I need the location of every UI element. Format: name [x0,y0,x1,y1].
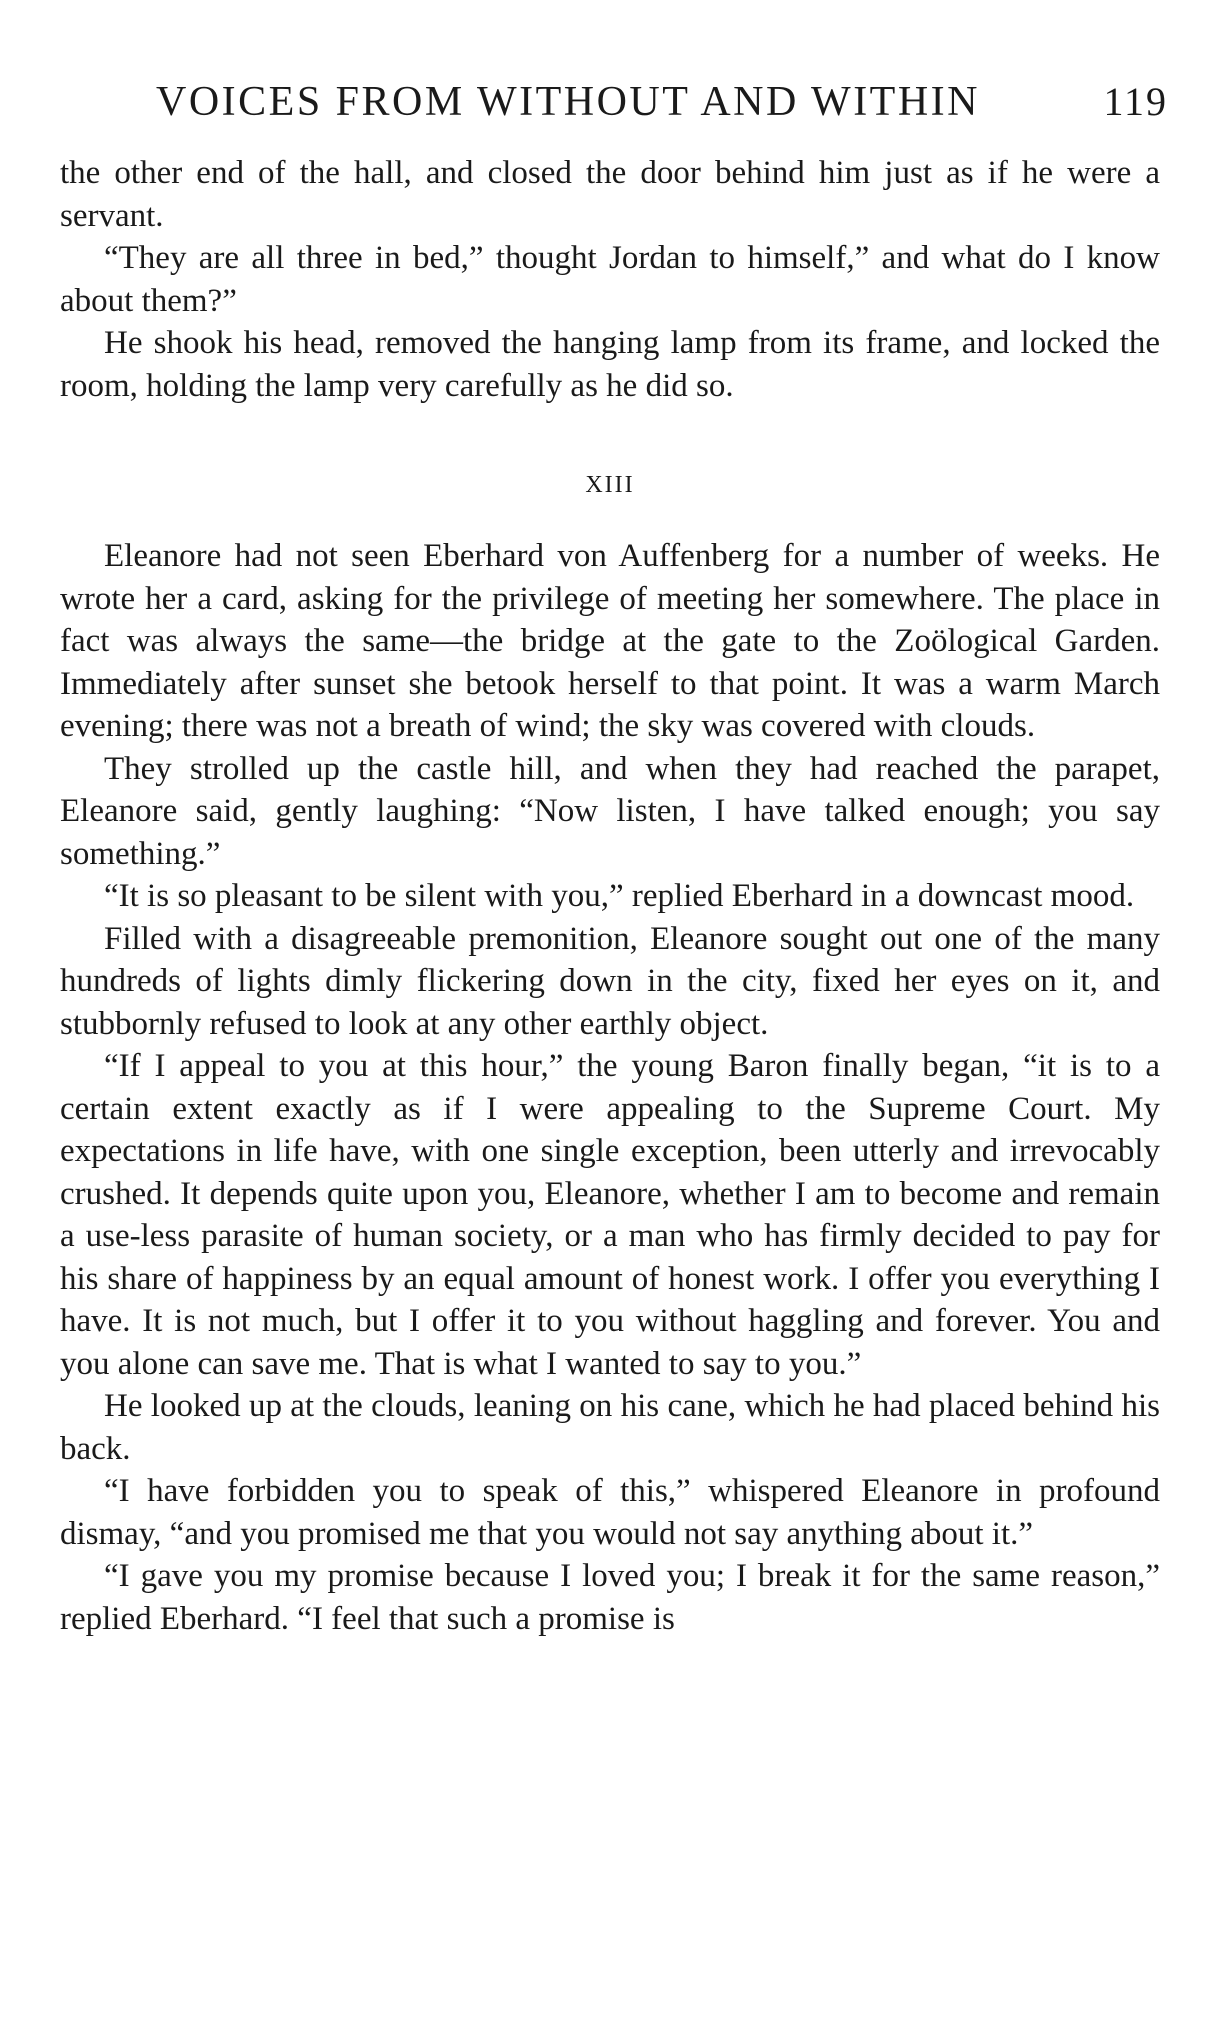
paragraph: “They are all three in bed,” thought Jordan to himself,” and what do I know about them?” [60,240,1160,319]
paragraph: Eleanore had not seen Eberhard von Auffenberg for a number of weeks. He wrote her a card, asking for the privilege of meeting her somewhere. The place in fact was always the same—the bridge at the gate to the Zoölogical Garden. Immediately after sunset she betook herself to that point. It was a warm March evening; there was not a breath of wind; the sky was covered with clouds. [60,538,1160,744]
page-number: 119 [1103,79,1168,124]
paragraph: “I have forbidden you to speak of this,” whispered Eleanore in profound dismay, “and you promised me that you would not say anything about it.” [60,1473,1160,1552]
text-before-section [60,152,1160,407]
running-head: VOICES FROM WITHOUT AND WITHIN [156,79,980,125]
paragraph: He looked up at the clouds, leaning on his cane, which he had placed behind his back. [60,1388,1160,1467]
paragraph: “I gave you my promise because I loved you; I break it for the same reason,” replied Eberhard. “I feel that such a promise is [60,1558,1160,1637]
text-after-section [60,535,1160,1640]
paragraph: He shook his head, removed the hanging lamp from its frame, and locked the room, holding the lamp very carefully as he did so. [60,325,1160,404]
paragraph-continued: the other end of the hall, and closed the door behind him just as if he were a servant. [60,155,1160,234]
book-page [60,70,1168,1640]
section-number: XIII [585,472,635,498]
page-header [60,70,1168,134]
paragraph: “If I appeal to you at this hour,” the young Baron finally began, “it is to a certain extent exactly as if I were appealing to the Supreme Court. My expectations in life have, with one single exception, been utterly and irrevocably crushed. It depends quite upon you, Eleanore, whether I am to become and remain a use-less parasite of human society, or a man who has firmly decided to pay for his share of happiness by an equal amount of honest work. I offer you everything I have. It is not much, but I offer it to you without haggling and forever. You and you alone can save me. That is what I wanted to say to you.” [60,1048,1160,1382]
paragraph: They strolled up the castle hill, and when they had reached the parapet, Eleanore said, gently laughing: “Now listen, I have talked enough; you say something.” [60,750,1160,872]
paragraph: Filled with a disagreeable premonition, Eleanore sought out one of the many hundreds of lights dimly flickering down in the city, fixed her eyes on it, and stubbornly refused to look at any other earthly object. [60,920,1160,1042]
paragraph: “It is so pleasant to be silent with you,” replied Eberhard in a downcast mood. [104,878,1135,914]
